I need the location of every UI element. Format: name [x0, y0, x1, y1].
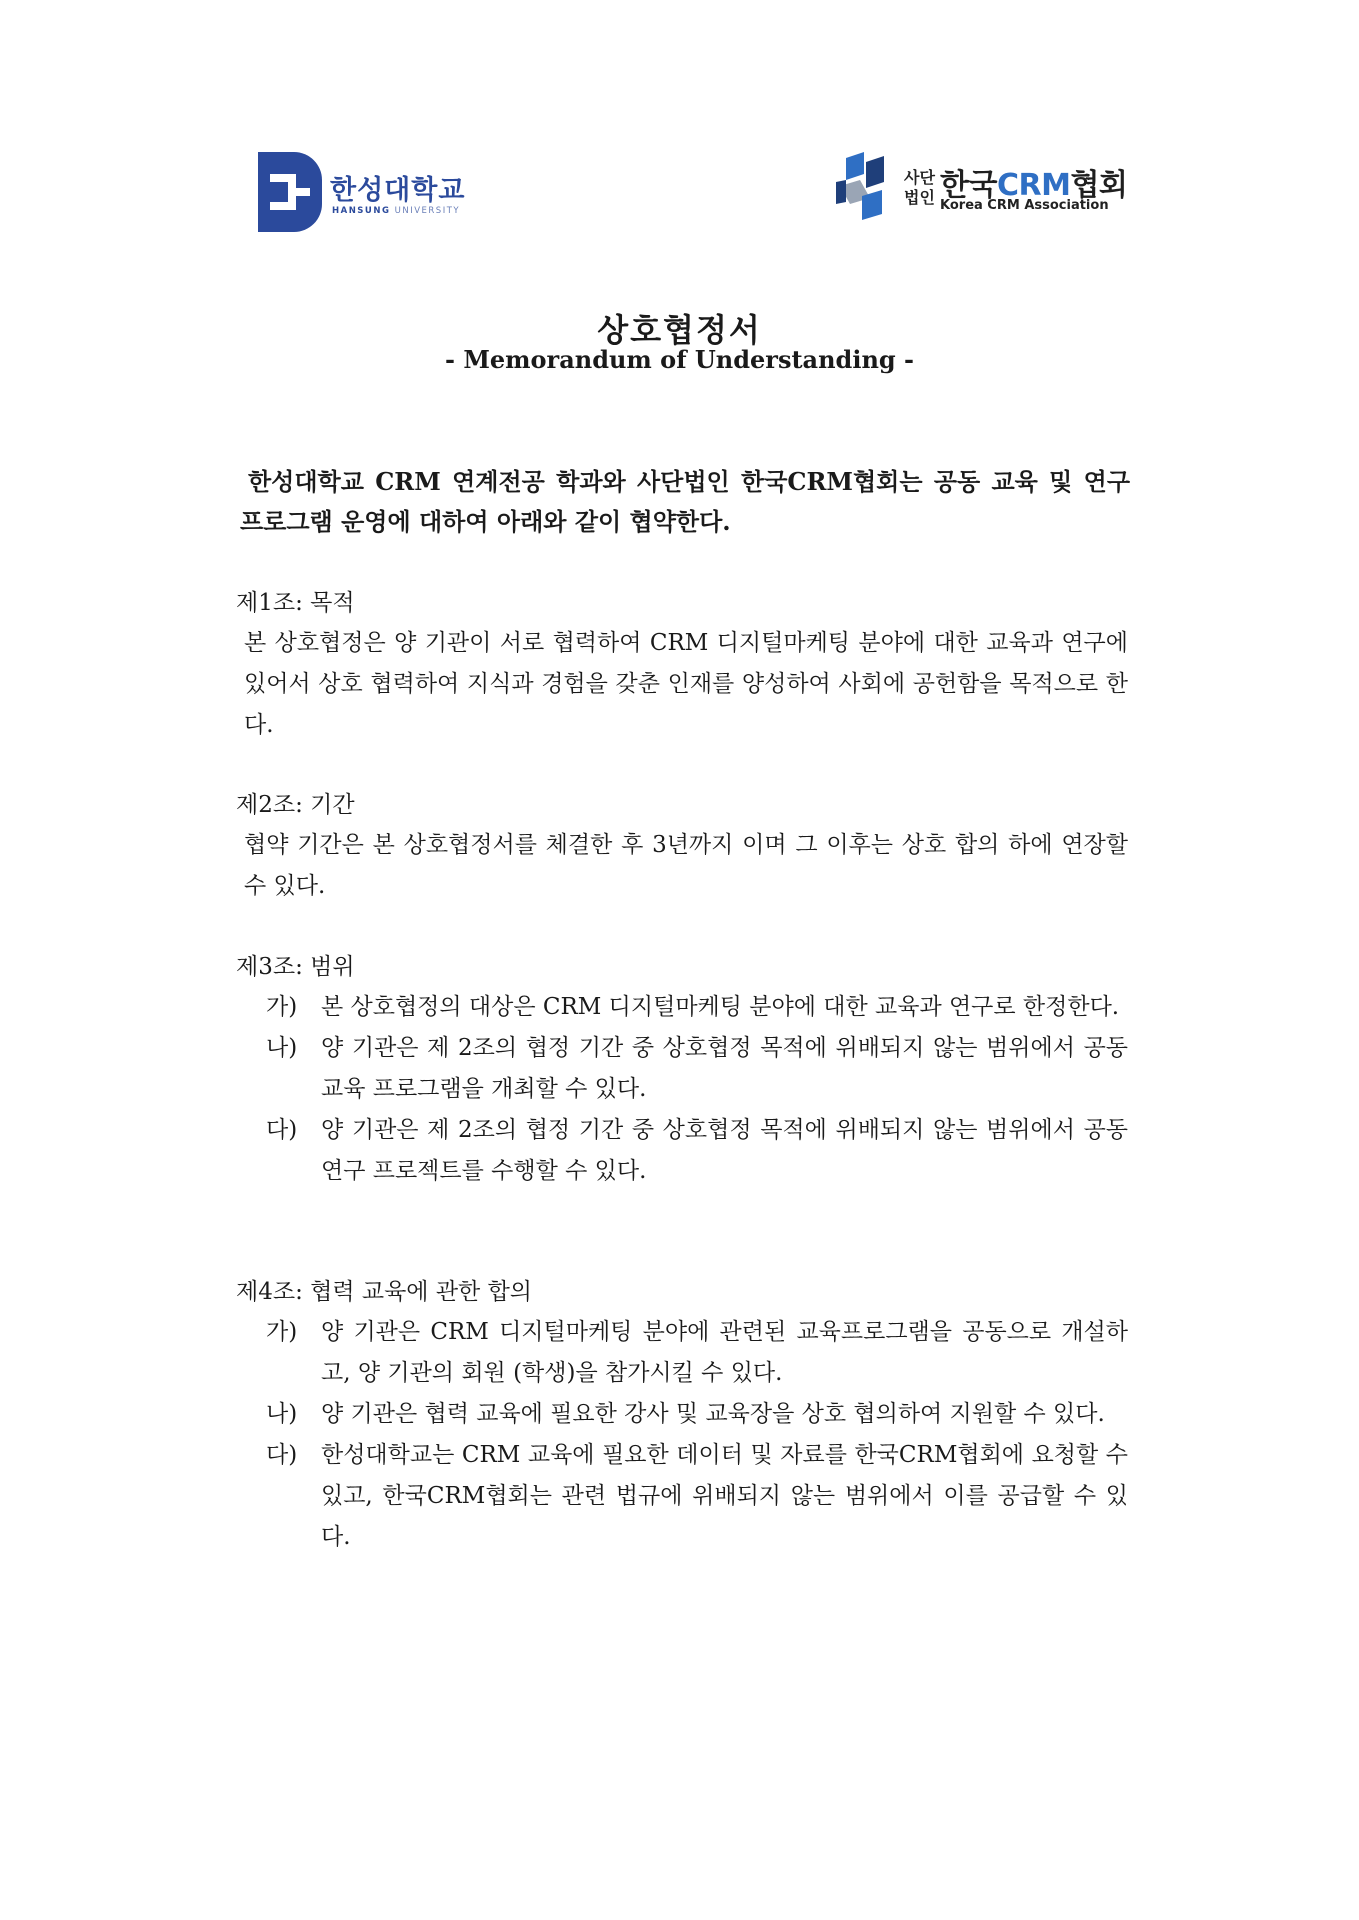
article-heading: 제4조: 협력 교육에 관한 합의 [236, 1279, 533, 1305]
article-2 [236, 785, 1128, 907]
article-body: 협약 기간은 본 상호협정서를 체결한 후 3년까지 이며 그 이후는 상호 합의 하에 연장할 수 있다. [244, 832, 1128, 899]
hansung-emblem-icon [258, 152, 322, 232]
article-items [236, 1312, 1128, 1558]
kcrm-name-english: Korea CRM Association [940, 198, 1109, 213]
article-body: 본 상호협정은 양 기관이 서로 협력하여 CRM 디지털마케팅 분야에 대한 교육과 연구에 있어서 상호 협력하여 지식과 경험을 갖춘 인재를 양성하여 사회에 공헌함을 목적으로 한다. [244, 630, 1128, 738]
item-text: 양 기관은 협력 교육에 필요한 강사 및 교육장을 상호 협의하여 지원할 수 있다. [321, 1401, 1105, 1427]
article-heading: 제3조: 범위 [236, 954, 355, 980]
item-marker: 다) [266, 1117, 298, 1143]
item-text: 양 기관은 제 2조의 협정 기간 중 상호협정 목적에 위배되지 않는 범위에서 공동교육 프로그램을 개최할 수 있다. [321, 1035, 1128, 1102]
list-item [236, 987, 1128, 1028]
item-text: 양 기관은 제 2조의 협정 기간 중 상호협정 목적에 위배되지 않는 범위에서 공동연구 프로젝트를 수행할 수 있다. [321, 1117, 1128, 1184]
article-items [236, 987, 1128, 1192]
article-3 [236, 947, 1128, 1192]
hansung-name-english: HANSUNG UNIVERSITY [332, 206, 461, 216]
article-4 [236, 1272, 1128, 1558]
article-1 [236, 583, 1128, 746]
item-marker: 나) [266, 1401, 298, 1427]
list-item [236, 1394, 1128, 1435]
item-text: 한성대학교는 CRM 교육에 필요한 데이터 및 자료를 한국CRM협회에 요청할 수 있고, 한국CRM협회는 관련 법규에 위배되지 않는 범위에서 이를 공급할 수 있다. [321, 1442, 1128, 1550]
list-item [236, 1110, 1128, 1192]
item-marker: 가) [266, 994, 298, 1020]
article-heading: 제2조: 기간 [236, 792, 355, 818]
hansung-name-korean: 한성대학교 [330, 175, 466, 206]
list-item [236, 1312, 1128, 1394]
item-marker: 다) [266, 1442, 298, 1468]
item-marker: 가) [266, 1319, 298, 1345]
kcrm-emblem-icon [836, 152, 896, 222]
list-item [236, 1435, 1128, 1558]
document-subtitle: - Memorandum of Understanding - [445, 345, 914, 374]
intro-paragraph: 한성대학교 CRM 연계전공 학과와 사단법인 한국CRM협회는 공동 교육 및 연구 프로그램 운영에 대하여 아래와 같이 협약한다. [240, 467, 1130, 536]
item-text: 본 상호협정의 대상은 CRM 디지털마케팅 분야에 대한 교육과 연구로 한정한다. [321, 994, 1120, 1020]
kcrm-prefix: 사단법인 [904, 168, 935, 207]
document-title: 상호협정서 [597, 311, 762, 349]
item-text: 양 기관은 CRM 디지털마케팅 분야에 관련된 교육프로그램을 공동으로 개설하고, 양 기관의 회원 (학생)을 참가시킬 수 있다. [321, 1319, 1128, 1386]
hansung-university-logo [258, 152, 488, 232]
article-heading: 제1조: 목적 [236, 590, 355, 616]
korea-crm-association-logo [836, 152, 1128, 232]
kcrm-name-korean: 한국CRM협회 [940, 168, 1128, 203]
list-item [236, 1028, 1128, 1110]
item-marker: 나) [266, 1035, 298, 1061]
